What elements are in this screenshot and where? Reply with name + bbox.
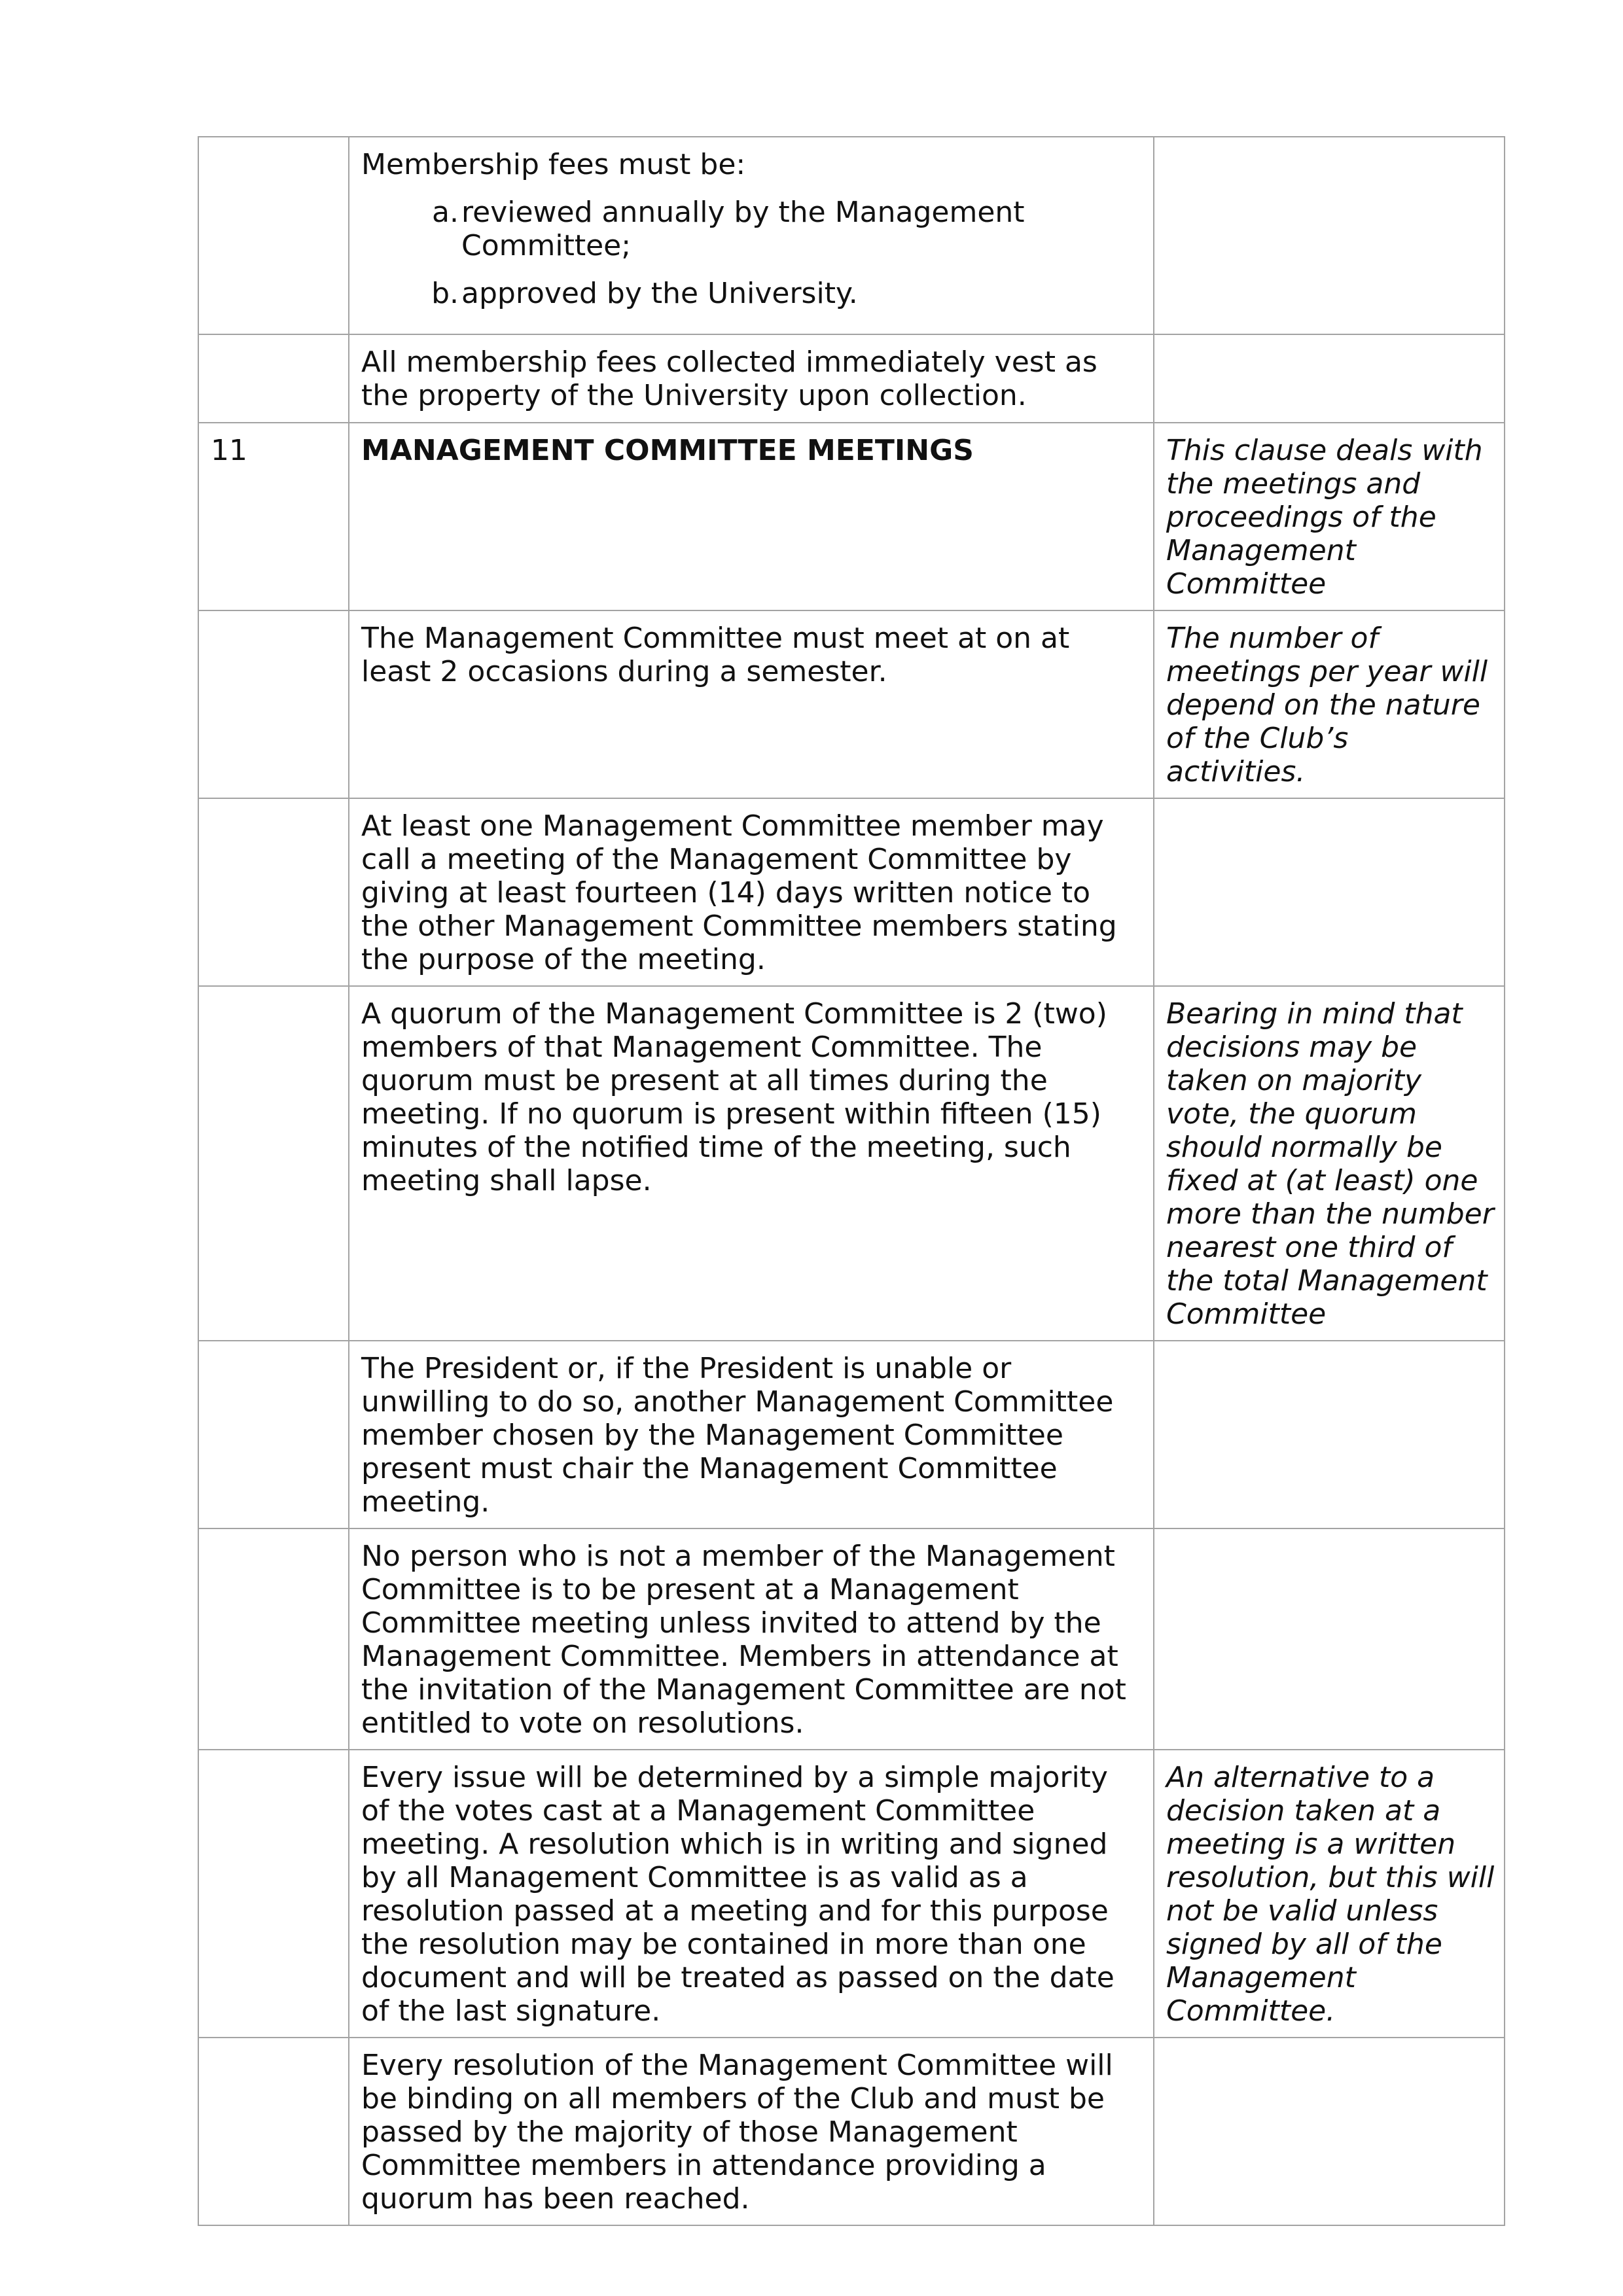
fee-requirements-list (361, 196, 1144, 310)
clause-text: The Management Committee must meet at on at least 2 occasions during a semester. (349, 610, 1154, 798)
clause-note: The number of meetings per year will depend on the nature of the Club’s activities. (1154, 610, 1505, 798)
clause-number (198, 610, 349, 798)
list-item (361, 277, 1144, 310)
table-row (198, 1750, 1505, 2038)
table-row (198, 423, 1505, 610)
table-row (198, 1341, 1505, 1528)
clause-lead-text: Membership fees must be: (361, 148, 746, 181)
clause-number: 11 (198, 423, 349, 610)
list-item (361, 196, 1144, 262)
clause-text: A quorum of the Management Committee is 2 (two) members of that Management Committee. The quorum must be present at all times during the meeting. If no quorum is present within fifteen (15) minutes of the notified time of the meeting, such meeting shall lapse. (349, 986, 1154, 1341)
clause-text: At least one Management Committee member may call a meeting of the Management Committee by giving at least fourteen (14) days written notice to the other Management Committee members stating the purpose of the meeting. (349, 798, 1154, 986)
table-row (198, 798, 1505, 986)
table-row (198, 2038, 1505, 2225)
clause-note (1154, 1528, 1505, 1750)
clause-number (198, 1528, 349, 1750)
table-row (198, 986, 1505, 1341)
clause-text: Every issue will be determined by a simple majority of the votes cast at a Management Committee meeting. A resolution which is in writing and signed by all Management Committee is as valid as a resolution passed at a meeting and for this purpose the resolution may be contained in more than one document and will be treated as passed on the date of the last signature. (349, 1750, 1154, 2038)
table-row (198, 334, 1505, 423)
table-row (198, 1528, 1505, 1750)
constitution-clause-table (198, 136, 1505, 2226)
clause-number (198, 2038, 349, 2225)
clause-number (198, 1750, 349, 2038)
clause-note: Bearing in mind that decisions may be taken on majority vote, the quorum should normally be fixed at (at least) one more than the number nearest one third of the total Management Committee (1154, 986, 1505, 1341)
clause-note (1154, 798, 1505, 986)
table-row (198, 610, 1505, 798)
clause-note (1154, 2038, 1505, 2225)
list-item-text: reviewed annually by the Management Committee; (461, 196, 1025, 262)
list-item-text: approved by the University. (461, 277, 858, 310)
clause-number (198, 1341, 349, 1528)
clause-number (198, 334, 349, 423)
clause-text: All membership fees collected immediately vest as the property of the University upon collection. (349, 334, 1154, 423)
section-heading: MANAGEMENT COMMITTEE MEETINGS (349, 423, 1154, 610)
clause-note (1154, 137, 1505, 334)
clause-number (198, 798, 349, 986)
clause-note: This clause deals with the meetings and proceedings of the Management Committee (1154, 423, 1505, 610)
clause-note: An alternative to a decision taken at a meeting is a written resolution, but this will not be valid unless signed by all of the Management Committee. (1154, 1750, 1505, 2038)
list-marker: b. (431, 277, 459, 310)
clause-text: The President or, if the President is unable or unwilling to do so, another Management Committee member chosen by the Management Committee present must chair the Management Committee meeting. (349, 1341, 1154, 1528)
clause-text (349, 137, 1154, 334)
clause-text: No person who is not a member of the Management Committee is to be present at a Management Committee meeting unless invited to attend by the Management Committee. Members in attendance at the invitation of the Management Committee are not entitled to vote on resolutions. (349, 1528, 1154, 1750)
clause-number (198, 986, 349, 1341)
table-row (198, 137, 1505, 334)
list-marker: a. (432, 196, 459, 229)
clause-note (1154, 1341, 1505, 1528)
clause-text: Every resolution of the Management Committee will be binding on all members of the Club and must be passed by the majority of those Management Committee members in attendance providing a quorum has been reached. (349, 2038, 1154, 2225)
clause-number (198, 137, 349, 334)
clause-note (1154, 334, 1505, 423)
